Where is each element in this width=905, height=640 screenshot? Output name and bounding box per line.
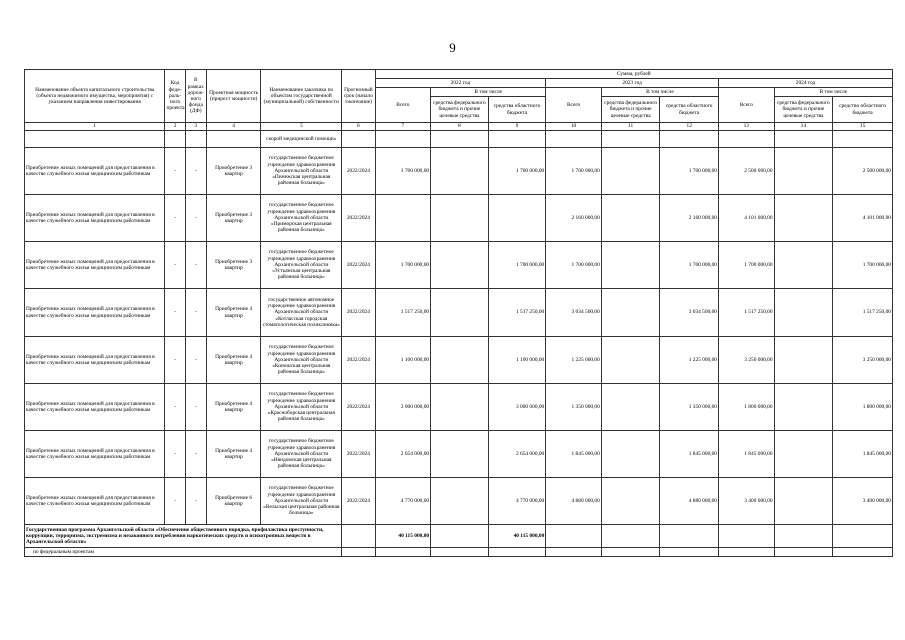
amount-cell: 2 160 000,00 xyxy=(546,195,602,242)
header-object-name: Наименование объекта капитального строительства (объекта недвижимого имущества, мероприятия) с указанием направления инвестирования xyxy=(25,70,165,123)
amount-cell xyxy=(431,478,489,525)
amount-cell xyxy=(431,242,489,289)
amount-cell: 1 517 250,00 xyxy=(375,289,431,337)
header-year-2024: 2024 год xyxy=(719,79,893,88)
period-cell: 2022/2024 xyxy=(342,148,375,195)
amount-cell: 1 100 000,00 xyxy=(375,337,431,384)
program-row xyxy=(25,525,893,548)
header-federal-2024: средства федерального бюджета и прочие целевые средства xyxy=(774,97,833,123)
column-number: 12 xyxy=(660,123,719,131)
column-number: 2 xyxy=(165,123,185,131)
amount-cell: 2 500 000,00 xyxy=(833,148,893,195)
column-number: 11 xyxy=(601,123,660,131)
header-year-2023: 2023 год xyxy=(546,79,719,88)
amount-cell xyxy=(774,195,833,242)
column-number: 4 xyxy=(206,123,261,131)
header-road-fund: В рамках дорож-ного фонда (ДФ) xyxy=(185,70,206,123)
table-row xyxy=(25,478,893,525)
customer-cell: государственное бюджетное учреждение здравоохранения Архангельской области «Пинежская центральная районная больница» xyxy=(261,148,342,195)
federal-code-cell: - xyxy=(165,384,185,431)
amount-cell: 3 250 000,00 xyxy=(719,337,775,384)
federal-projects-row xyxy=(25,548,893,557)
table-row xyxy=(25,148,893,195)
header-in-that-2022: В том числе xyxy=(431,88,546,97)
amount-cell: 1 225 000,00 xyxy=(660,337,719,384)
header-year-2022: 2022 год xyxy=(375,79,546,88)
column-number: 9 xyxy=(488,123,546,131)
amount-cell: 1 700 000,00 xyxy=(488,148,546,195)
capacity-cell: Приобретение 3 квартир xyxy=(206,242,261,289)
amount-cell xyxy=(774,478,833,525)
amount-cell: 1 700 000,00 xyxy=(375,242,431,289)
amount-cell: 3 250 000,00 xyxy=(833,337,893,384)
road-fund-cell: - xyxy=(185,289,206,337)
column-number: 13 xyxy=(719,123,775,131)
customer-cell: государственное бюджетное учреждение здравоохранения Архангельской области «Коношская центральная районная больница» xyxy=(261,337,342,384)
page-number: 9 xyxy=(449,40,456,55)
column-number: 15 xyxy=(833,123,893,131)
amount-cell: 1 700 000,00 xyxy=(488,242,546,289)
header-regional-2023: средства областного бюджета xyxy=(660,97,719,123)
amount-cell: 2 160 000,00 xyxy=(660,195,719,242)
amount-cell: 2 500 000,00 xyxy=(719,148,775,195)
amount-cell xyxy=(601,148,660,195)
amount-cell: 3 400 000,00 xyxy=(833,478,893,525)
federal-code-cell: - xyxy=(165,195,185,242)
period-cell: 2022/2024 xyxy=(342,289,375,337)
capacity-cell: Приобретение 4 квартир xyxy=(206,431,261,478)
amount-cell xyxy=(774,289,833,337)
header-total-2023: Всего xyxy=(546,88,602,123)
amount-cell: 1 517 250,00 xyxy=(719,289,775,337)
federal-code-cell: - xyxy=(165,431,185,478)
amount-cell: 1 700 000,00 xyxy=(546,242,602,289)
amount-cell: 1 350 000,00 xyxy=(546,384,602,431)
program-total-2022: 40 115 000,00 xyxy=(375,525,431,548)
amount-cell: 1 700 000,00 xyxy=(660,148,719,195)
period-cell: 2022/2024 xyxy=(342,195,375,242)
amount-cell: 1 700 000,00 xyxy=(833,242,893,289)
table-row xyxy=(25,289,893,337)
amount-cell xyxy=(431,289,489,337)
period-cell: 2022/2024 xyxy=(342,478,375,525)
federal-projects-label: по федеральным проектам xyxy=(25,548,342,557)
program-regional-2022: 40 115 000,00 xyxy=(488,525,546,548)
amount-cell: 1 800 000,00 xyxy=(719,384,775,431)
road-fund-cell: - xyxy=(185,148,206,195)
investment-table xyxy=(24,69,893,557)
amount-cell: 2 654 000,00 xyxy=(375,431,431,478)
period-cell: 2022/2024 xyxy=(342,384,375,431)
federal-code-cell: - xyxy=(165,242,185,289)
capacity-cell: Приобретение 6 квартир xyxy=(206,478,261,525)
amount-cell: 1 845 000,00 xyxy=(546,431,602,478)
period-cell: 2022/2024 xyxy=(342,337,375,384)
amount-cell xyxy=(774,384,833,431)
customer-cell: государственное бюджетное учреждение здравоохранения Архангельской области «Красноборская центральная районная больница» xyxy=(261,384,342,431)
header-sum: Сумма, рублей xyxy=(375,70,892,79)
header-federal-project-code: Код феде-раль-ного проекта xyxy=(165,70,185,123)
amount-cell xyxy=(774,148,833,195)
federal-code-cell: - xyxy=(165,289,185,337)
column-number: 10 xyxy=(546,123,602,131)
amount-cell: 1 700 000,00 xyxy=(719,242,775,289)
object-name-cell: Приобретение жилых помещений для предоставления в качестве служебного жилья медицинским работникам xyxy=(25,289,165,337)
table-row xyxy=(25,195,893,242)
object-name-cell: Приобретение жилых помещений для предоставления в качестве служебного жилья медицинским работникам xyxy=(25,384,165,431)
capacity-cell: Приобретение 4 квартир xyxy=(206,289,261,337)
road-fund-cell: - xyxy=(185,431,206,478)
amount-cell: 4 880 000,00 xyxy=(546,478,602,525)
object-name-cell: Приобретение жилых помещений для предоставления в качестве служебного жилья медицинским работникам xyxy=(25,337,165,384)
amount-cell: 3 400 000,00 xyxy=(719,478,775,525)
amount-cell: 1 517 250,00 xyxy=(833,289,893,337)
road-fund-cell: - xyxy=(185,384,206,431)
amount-cell: 1 845 000,00 xyxy=(719,431,775,478)
object-name-cell: Приобретение жилых помещений для предоставления в качестве служебного жилья медицинским работникам xyxy=(25,195,165,242)
column-number: 8 xyxy=(431,123,489,131)
amount-cell xyxy=(431,337,489,384)
amount-cell: 1 700 000,00 xyxy=(546,148,602,195)
header-in-that-2023: В том числе xyxy=(601,88,718,97)
federal-code-cell: - xyxy=(165,478,185,525)
object-name-cell: Приобретение жилых помещений для предоставления в качестве служебного жилья медицинским работникам xyxy=(25,478,165,525)
object-name-cell: Приобретение жилых помещений для предоставления в качестве служебного жилья медицинским работникам xyxy=(25,242,165,289)
amount-cell xyxy=(601,337,660,384)
column-numbers-row xyxy=(25,123,893,131)
amount-cell: 3 034 500,00 xyxy=(546,289,602,337)
amount-cell: 3 000 000,00 xyxy=(375,384,431,431)
column-number: 1 xyxy=(25,123,165,131)
customer-cell: государственное бюджетное учреждение здравоохранения Архангельской области «Приморская центральная районная больница» xyxy=(261,195,342,242)
amount-cell: 1 800 000,00 xyxy=(833,384,893,431)
amount-cell: 1 700 000,00 xyxy=(660,242,719,289)
amount-cell xyxy=(601,242,660,289)
amount-cell xyxy=(601,289,660,337)
customer-cell: государственное бюджетное учреждение здравоохранения Архангельской области «Няндомская центральная районная больница» xyxy=(261,431,342,478)
header-period: Прогнозный срок (начало /окончание) xyxy=(342,70,375,123)
road-fund-cell: - xyxy=(185,337,206,384)
header-capacity: Проектная мощность (прирост мощности) xyxy=(206,70,261,123)
amount-cell xyxy=(431,384,489,431)
table-row xyxy=(25,431,893,478)
amount-cell: 4 101 000,00 xyxy=(719,195,775,242)
header-total-2024: Всего xyxy=(719,88,775,123)
capacity-cell: Приобретение 4 квартир xyxy=(206,337,261,384)
amount-cell xyxy=(431,431,489,478)
road-fund-cell: - xyxy=(185,478,206,525)
federal-code-cell: - xyxy=(165,337,185,384)
table-row xyxy=(25,242,893,289)
customer-cell: государственное бюджетное учреждение здравоохранения Архангельской области «Вельская центральная районная больница» xyxy=(261,478,342,525)
table-row xyxy=(25,384,893,431)
amount-cell xyxy=(601,478,660,525)
program-name: Государственная программа Архангельской области «Обеспечение общественного порядка, профилактика преступности, коррупции, терроризма, экстремизма и незаконного потребления наркотических средств и психотропных веществ в Архангельской области» xyxy=(25,525,342,548)
period-cell: 2022/2024 xyxy=(342,242,375,289)
amount-cell: 1 517 250,00 xyxy=(488,289,546,337)
header-regional-2024: средство областного бюджета xyxy=(833,97,893,123)
column-number: 14 xyxy=(774,123,833,131)
amount-cell: 3 000 000,00 xyxy=(488,384,546,431)
header-total-2022: Всего xyxy=(375,88,431,123)
amount-cell xyxy=(774,431,833,478)
column-number: 5 xyxy=(261,123,342,131)
amount-cell: 1 100 000,00 xyxy=(488,337,546,384)
table-row xyxy=(25,337,893,384)
customer-cell: государственное бюджетное учреждение здравоохранения Архангельской области «Устьянская центральная районная больница» xyxy=(261,242,342,289)
header-federal-2023: средства федерального бюджета и прочие целевые средства xyxy=(601,97,660,123)
column-number: 6 xyxy=(342,123,375,131)
amount-cell xyxy=(431,148,489,195)
header-regional-2022: средства областного бюджета xyxy=(488,97,546,123)
header-customer: Наименование заказчика по объектам государственной (муниципальной) собственности xyxy=(261,70,342,123)
continuation-text: скорой медицинской помощи» xyxy=(261,131,342,148)
amount-cell xyxy=(431,195,489,242)
capacity-cell: Приобретение 4 квартир xyxy=(206,384,261,431)
customer-cell: государственное автономное учреждение здравоохранения Архангельской области «Котласская городская стоматологическая поликлиника» xyxy=(261,289,342,337)
capacity-cell: Приобретение 3 квартир xyxy=(206,148,261,195)
amount-cell: 1 845 000,00 xyxy=(660,431,719,478)
object-name-cell: Приобретение жилых помещений для предоставления в качестве служебного жилья медицинским работникам xyxy=(25,148,165,195)
header-in-that-2024: В том числе xyxy=(774,88,892,97)
road-fund-cell: - xyxy=(185,195,206,242)
federal-code-cell: - xyxy=(165,148,185,195)
continuation-row xyxy=(25,131,893,148)
amount-cell xyxy=(601,431,660,478)
amount-cell: 4 880 000,00 xyxy=(660,478,719,525)
amount-cell: 3 034 500,00 xyxy=(660,289,719,337)
amount-cell: 1 225 000,00 xyxy=(546,337,602,384)
amount-cell: 4 770 000,00 xyxy=(375,478,431,525)
column-number: 7 xyxy=(375,123,431,131)
road-fund-cell: - xyxy=(185,242,206,289)
capacity-cell: Приобретение 3 квартир xyxy=(206,195,261,242)
amount-cell: 1 700 000,00 xyxy=(375,148,431,195)
amount-cell xyxy=(774,337,833,384)
amount-cell: 4 101 000,00 xyxy=(833,195,893,242)
object-name-cell: Приобретение жилых помещений для предоставления в качестве служебного жилья медицинским работникам xyxy=(25,431,165,478)
column-number: 3 xyxy=(185,123,206,131)
amount-cell: 4 770 000,00 xyxy=(488,478,546,525)
amount-cell: 2 654 000,00 xyxy=(488,431,546,478)
amount-cell xyxy=(601,195,660,242)
amount-cell xyxy=(488,195,546,242)
period-cell: 2022/2024 xyxy=(342,431,375,478)
amount-cell xyxy=(774,242,833,289)
amount-cell: 1 350 000,00 xyxy=(660,384,719,431)
amount-cell: 1 845 000,00 xyxy=(833,431,893,478)
header-federal-2022: средства федерального бюджета и прочие целевые средства xyxy=(431,97,489,123)
amount-cell xyxy=(375,195,431,242)
amount-cell xyxy=(601,384,660,431)
